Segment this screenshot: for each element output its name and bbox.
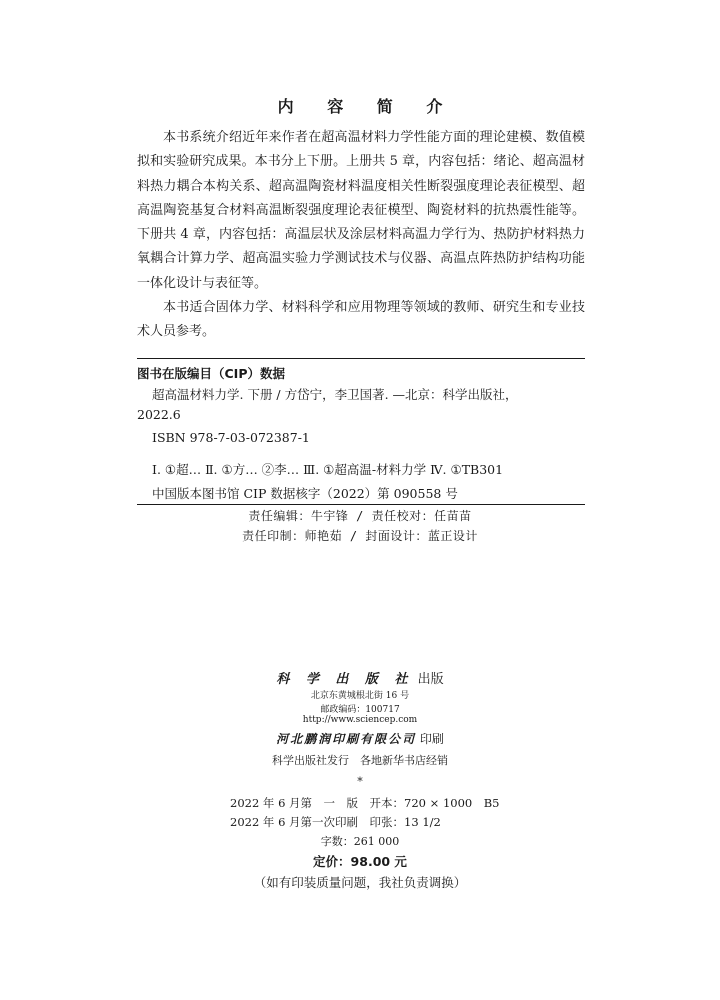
publisher-address: 北京东黄城根北街 16 号 [310, 691, 410, 701]
cip-bottom-rule [137, 504, 585, 505]
word-count: 字数：261 000 [320, 835, 400, 848]
publisher-postcode: 邮政编码：100717 [320, 705, 400, 715]
publisher-name-suffix: 出版 [417, 672, 444, 687]
intro-body [137, 126, 585, 345]
publisher-name: 科 学 出 版 社 [276, 672, 414, 687]
intro-paragraph-2: 本书适合固体力学、材料科学和应用物理等领域的教师、研究生和专业技术人员参考。 [137, 300, 585, 340]
cip-title-line: 超高温材料力学. 下册 / 方岱宁，李卫国著. —北京：科学出版社， [152, 387, 518, 402]
cip-record-number: 中国版本图书馆 CIP 数据核字（2022）第 090558 号 [152, 486, 458, 501]
edition-line: 2022 年 6 月第 一 版 开本：720 × 1000 B5 [230, 796, 500, 810]
quality-note: （如有印装质量问题，我社负责调换） [253, 875, 467, 890]
cip-isbn: ISBN 978-7-03-072387-1 [152, 430, 310, 445]
intro-title: 内 容 简 介 [277, 97, 457, 116]
printer-line [0, 730, 720, 747]
price: 定价：98.00 元 [313, 854, 407, 869]
credits-production: 责任印制：师艳茹 / 封面设计：蓝正设计 [242, 529, 478, 543]
distribution-line: 科学出版社发行 各地新华书店经销 [272, 754, 448, 767]
cip-heading: 图书在版编目（CIP）数据 [137, 366, 285, 381]
cip-top-rule [137, 358, 585, 359]
printing-line: 2022 年 6 月第一次印刷 印张：13 1/2 [230, 815, 441, 829]
printer-suffix: 印刷 [419, 732, 444, 746]
separator-asterisk: * [357, 775, 363, 788]
cip-date-line: 2022.6 [137, 407, 181, 422]
credits-editors: 责任编辑：牛宇锋 / 责任校对：任苗苗 [248, 509, 472, 523]
printer-name: 河北鹏润印刷有限公司 [276, 732, 417, 746]
publisher-line [0, 668, 720, 687]
intro-paragraph-1: 本书系统介绍近年来作者在超高温材料力学性能方面的理论建模、数值模拟和实验研究成果。本书分上下册。上册共 5 章，内容包括：绪论、超高温材料热力耦合本构关系、超高温陶瓷材料温度相关性断裂强度理论表征模型、超高温陶瓷基复合材料高温断裂强度理论表征模型、陶瓷材料的抗热震性能等。下册共 4 章，内容包括：高温层状及涂层材料高温力学行为、热防护材料热力氧耦合计算力学、超高温实验力学测试技术与仪器、高温点阵热防护结构功能一体化设计与表征等。 [137, 130, 585, 291]
cip-classification: Ⅰ. ①超… Ⅱ. ①方… ②李… Ⅲ. ①超高温-材料力学 Ⅳ. ①TB301 [152, 462, 504, 477]
publisher-website: http://www.sciencep.com [302, 715, 418, 725]
